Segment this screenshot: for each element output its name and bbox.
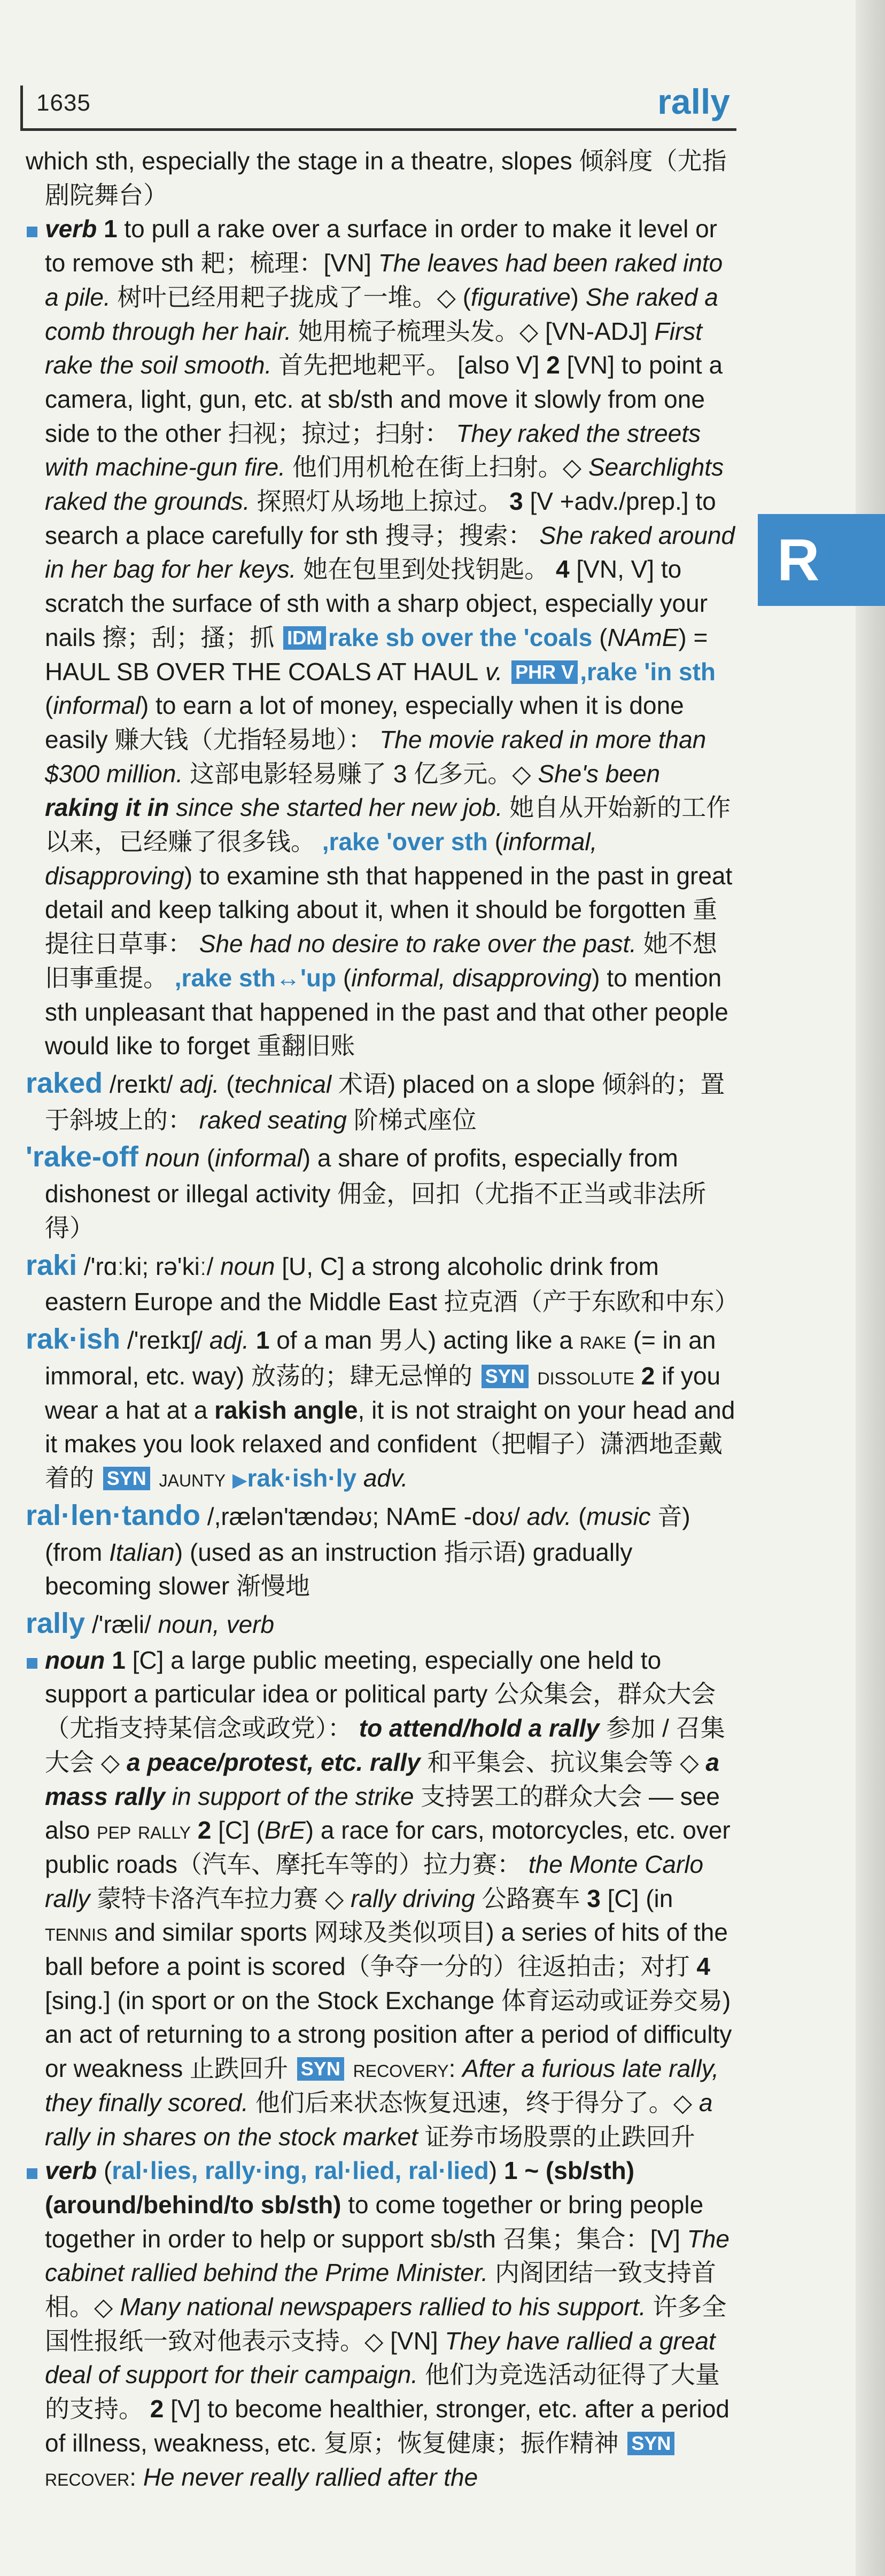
headword-rakish: rak·ish [26, 1323, 121, 1356]
derivative-rakishly: rak·ish·ly [247, 1464, 357, 1492]
cross-ref-jaunty[interactable]: jaunty [159, 1464, 226, 1492]
running-head: rally [657, 82, 730, 121]
dictionary-column [26, 144, 739, 2494]
phrasal-verb-rake-over[interactable]: ,rake 'over sth [322, 828, 488, 856]
idiom-phrase[interactable]: rake sb over the 'coals [328, 623, 593, 651]
cross-ref-pep-rally[interactable]: pep rally [97, 1816, 191, 1845]
entry-rakish: rak·ish /'reɪkɪʃ/ adj. 1 of a man 男人) acting like a rake (= in an immoral, etc. way) 放荡的；肆无忌惮的 SYN dissolute 2 if you wear a hat at a rakish angle, it is not straight on your head and it makes you look relaxed and confident（把帽子）潇洒地歪戴着的 SYN jaunty ▶rak·ish·ly adv. [26, 1323, 735, 1492]
derivative-arrow-icon: ▶ [232, 1469, 247, 1491]
cross-ref-rake[interactable]: rake [579, 1326, 626, 1355]
thumb-tab-letter: R [777, 527, 820, 593]
entry-raked: raked /reɪkt/ adj. (technical 术语) placed on a slope 倾斜的；置于斜坡上的： raked seating 阶梯式座位 [26, 1067, 725, 1134]
entry-rake-verb: verb 1 to pull a rake over a surface in order to make it level or to remove sth 耙；梳理：[VN] The leaves had been raked into a pile. 树叶已经用耙子拢成了一堆。◇ (figurative) She raked a comb through her hair. 她用梳子梳理头发。◇ [VN-ADJ] First rake the soil smooth. 首先把地耙平。 [also V] 2 [VN] to point a camera, light, gun, etc. at sb/sth and move it slowly from one side to the other 扫视；掠过；扫射： They raked the streets with machine-gun fire. 他们用机枪在街上扫射。◇ Searchlights raked the grounds. 探照灯从场地上掠过。 3 [V +adv./prep.] to search a place carefully for sth 搜寻；搜索： She raked around in her bag for her keys. 她在包里到处找钥匙。 4 [VN, V] to scratch the surface of sth with a sharp object, especially your nails 擦；刮；搔；抓 IDM rake sb over the 'coals (NAmE) = HAUL SB OVER THE COALS AT HAUL v. PHR V ,rake 'in sth (informal) to earn a lot of money, especially when it is done easily 赚大钱（尤指轻易地）： The movie raked in more than $300 million. 这部电影轻易赚了 3 亿多元。◇ She's been raking it in since she started her new job. 她自从开始新的工作以来，已经赚了很多钱。 ,rake 'over sth (informal, disapproving) to examine sth that happened in the past in great detail and keep talking about it, when it should be forgotten 重提往日草事： She had no desire to rake over the past. 她不想旧事重提。 ,rake sth↔'up (informal, disapproving) to mention sth unpleasant that happened in the past and that other people would like to forget 重翻旧账 [26, 212, 736, 1063]
noun-marker-icon [27, 1658, 37, 1669]
idiom-tag: IDM [283, 626, 326, 650]
synonym-tag: SYN [482, 1365, 529, 1388]
entry-raki: raki /'rɑːki; rə'kiː/ noun [U, C] a strong alcoholic drink from eastern Europe and the Middle East 拉克酒（产于东欧和中东） [26, 1249, 739, 1316]
headword-rallentando: ral·len·tando [26, 1499, 201, 1531]
synonym-tag: SYN [627, 2432, 674, 2455]
phrasal-verb-rake-in[interactable]: ,rake 'in sth [580, 657, 716, 686]
entry-rallentando: ral·len·tando /,rælən'tændəʊ; NAmE -doʊ/ adv. (music 音) (from Italian) (used as an instruction 指示语) gradually becoming slower 渐慢地 [26, 1499, 690, 1600]
header-rule [20, 128, 736, 131]
page-edge [856, 0, 885, 2576]
cross-ref-recover[interactable]: recover [45, 2463, 130, 2491]
page-number: 1635 [36, 90, 91, 116]
thumb-index-tab[interactable] [758, 514, 885, 606]
synonym-tag: SYN [297, 2057, 344, 2081]
verb-forms: ral·lies, rally·ing, ral·lied, ral·lied [112, 2157, 489, 2185]
entry-rally-verb: verb (ral·lies, rally·ing, ral·lied, ral·lied) 1 ~ (sb/sth) (around/behind/to sb/sth) to come together or bring people together in order to help or support sb/sth 召集；集合：[V] The cabinet rallied behind the Prime Minister. 内阁团结一致支持首相。◇ Many national newspapers rallied to his support. 许多全国性报纸一致对他表示支持。◇ [VN] They have rallied a great deal of support for their campaign. 他们为竞选活动征得了大量的支持。 2 [V] to become healthier, stronger, etc. after a period of illness, weakness, etc. 复原；恢复健康；振作精神 SYN recover: He never really rallied after the [26, 2154, 736, 2494]
headword-rally: rally [26, 1607, 86, 1639]
headword-rake-off: 'rake-off [26, 1141, 138, 1173]
entry-rake-off: 'rake-off noun (informal) a share of profits, especially from dishonest or illegal activity 佣金，回扣（尤指不正当或非法所得） [26, 1141, 707, 1242]
cross-ref-tennis[interactable]: tennis [45, 1918, 108, 1947]
synonym-tag: SYN [103, 1467, 150, 1490]
entry-rake-continued: which sth, especially the stage in a theatre, slopes 倾斜度（尤指剧院舞台） [26, 147, 727, 209]
entry-rally: rally /'ræli/ noun, verb [26, 1607, 275, 1639]
cross-ref-dissolute[interactable]: dissolute [537, 1361, 634, 1390]
entry-rally-noun: noun 1 [C] a large public meeting, especially one held to support a particular idea or political party 公众集会，群众大会（尤指支持某信念或政党）： to attend/hold a rally 参加 / 召集大会 ◇ a peace/protest, etc. rally 和平集会、抗议集会等 ◇ a mass rally in support of the strike 支持罢工的群众大会 — see also pep rally 2 [C] (BrE) a race for cars, motorcycles, etc. over public roads（汽车、摩托车等的）拉力赛： the Monte Carlo rally 蒙特卡洛汽车拉力赛 ◇ rally driving 公路赛车 3 [C] (in tennis and similar sports 网球及类似项目) a series of hits of the ball before a point is scored（争夺一分的）往返拍击；对打 4 [sing.] (in sport or on the Stock Exchange 体育运动或证券交易) an act of returning to a strong position after a period of difficulty or weakness 止跌回升 SYN recovery: After a furious late rally, they finally scored. 他们后来状态恢复迅速，终于得分了。◇ a rally in shares on the stock market 证券市场股票的止跌回升 [26, 1644, 736, 2154]
cross-ref-recovery[interactable]: recovery [353, 2054, 449, 2083]
headword-raki: raki [26, 1249, 77, 1281]
header-rule-vertical [20, 85, 23, 131]
headword-raked: raked [26, 1067, 103, 1099]
verb-marker-icon [27, 227, 37, 237]
verb-marker-icon [27, 2168, 37, 2179]
phrasal-verb-tag: PHR V [511, 660, 578, 684]
phrasal-verb-rake-up[interactable]: ,rake sth↔'up [174, 963, 337, 992]
